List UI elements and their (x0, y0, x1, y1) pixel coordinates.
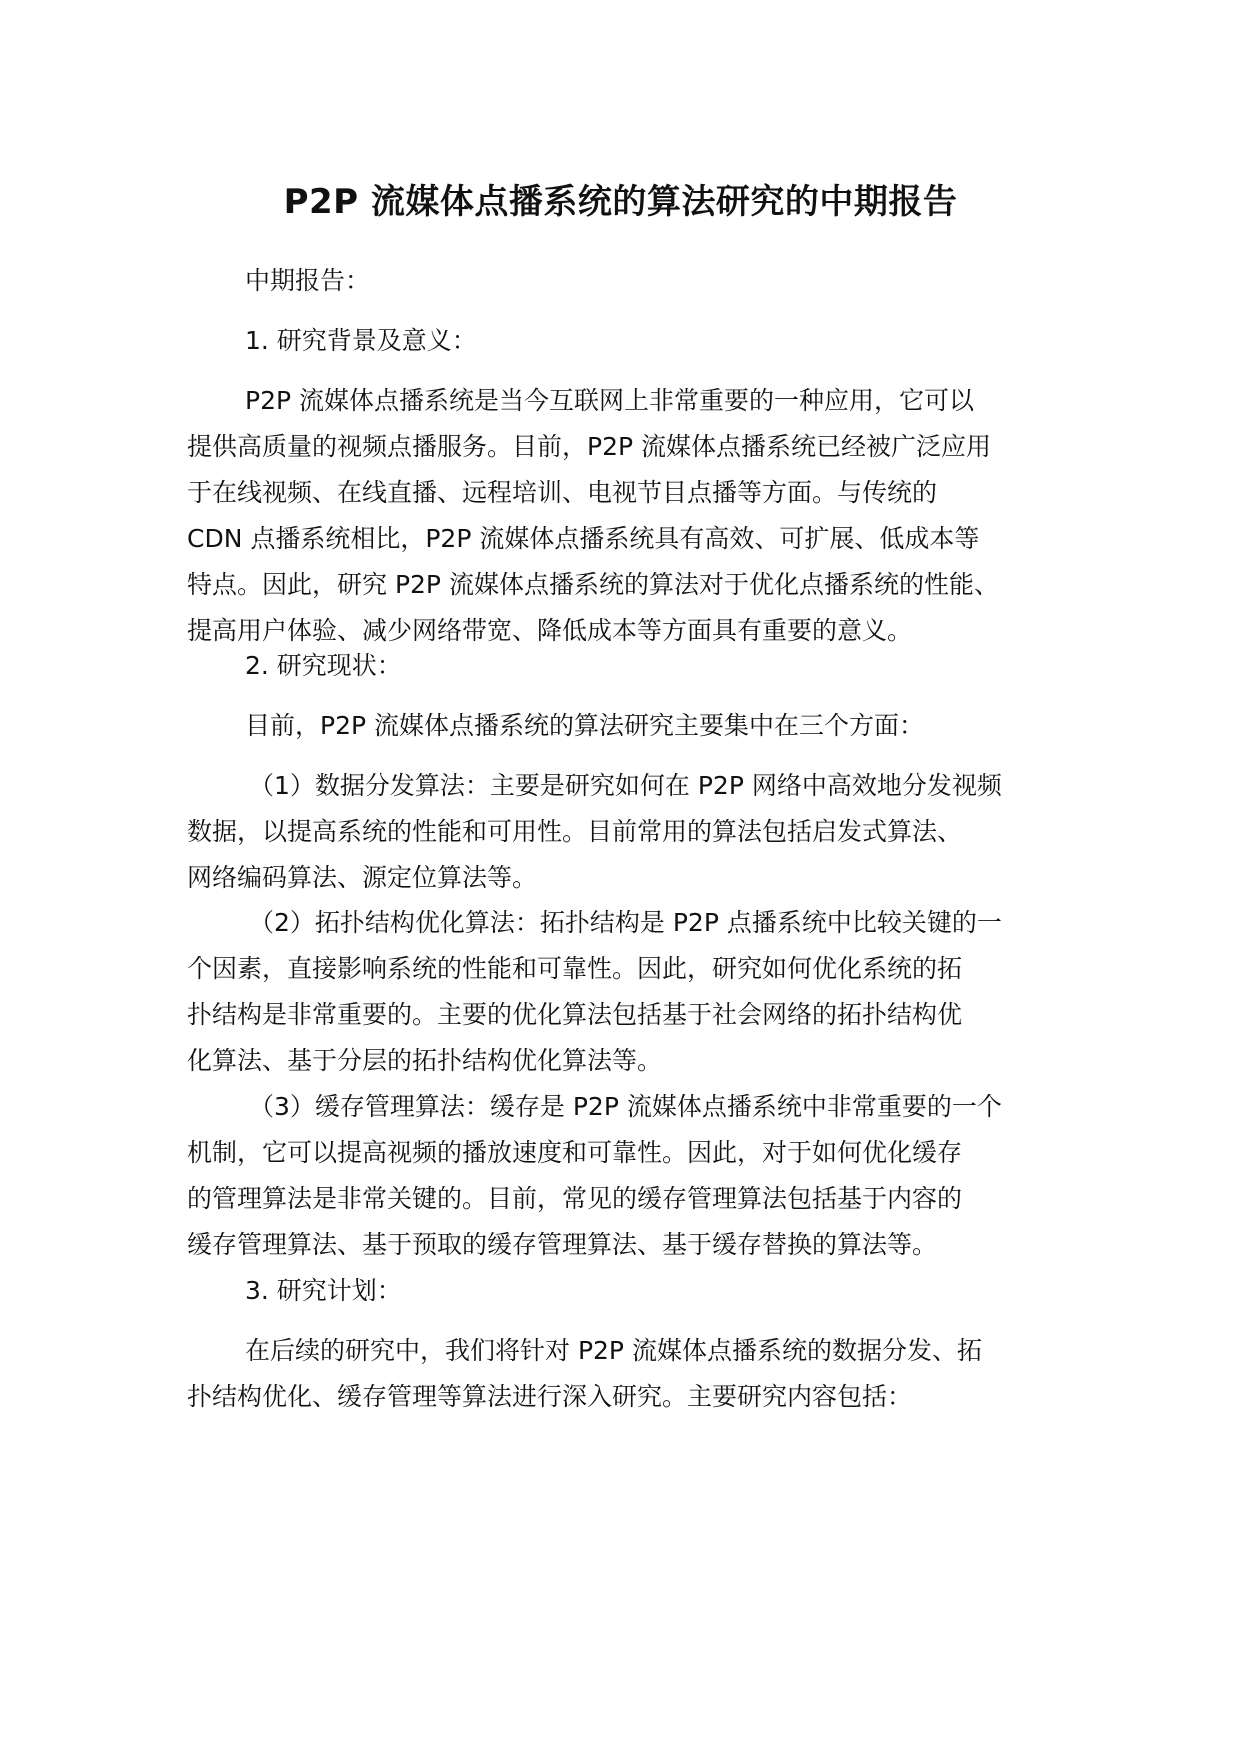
report-heading (187, 258, 1087, 304)
paragraph-line: 机制，它可以提高视频的播放速度和可靠性。因此，对于如何优化缓存 (187, 1138, 963, 1167)
paragraph-line: 缓存管理算法、基于预取的缓存管理算法、基于缓存替换的算法等。 (187, 1230, 938, 1259)
paragraph-line: 特点。因此，研究 P2P 流媒体点播系统的算法对于优化点播系统的性能、 (187, 570, 999, 599)
paragraph-line: 在后续的研究中，我们将针对 P2P 流媒体点播系统的数据分发、拓 (245, 1336, 982, 1365)
paragraph-line: 扑结构是非常重要的。主要的优化算法包括基于社会网络的拓扑结构优 (187, 1000, 963, 1029)
section2-heading-text: 2. 研究现状： (245, 651, 402, 680)
section2-item-1 (187, 763, 1087, 901)
paragraph-line: 的管理算法是非常关键的。目前，常见的缓存管理算法包括基于内容的 (187, 1184, 963, 1213)
paragraph-line: CDN 点播系统相比，P2P 流媒体点播系统具有高效、可扩展、低成本等 (187, 524, 980, 553)
paragraph-line: （3）缓存管理算法：缓存是 P2P 流媒体点播系统中非常重要的一个 (249, 1092, 1002, 1121)
section3-paragraph (187, 1328, 1087, 1420)
paragraph-line: P2P 流媒体点播系统是当今互联网上非常重要的一种应用，它可以 (245, 386, 975, 415)
section2-heading (187, 643, 1087, 689)
paragraph-line: 个因素，直接影响系统的性能和可靠性。因此，研究如何优化系统的拓 (187, 954, 963, 983)
section1-paragraph (187, 378, 1087, 654)
paragraph-line: 提供高质量的视频点播服务。目前，P2P 流媒体点播系统已经被广泛应用 (187, 432, 992, 461)
paragraph-line: 化算法、基于分层的拓扑结构优化算法等。 (187, 1046, 663, 1075)
paragraph-line: （1）数据分发算法：主要是研究如何在 P2P 网络中高效地分发视频 (249, 771, 1002, 800)
section3-heading-text: 3. 研究计划： (245, 1276, 402, 1305)
section1-heading (187, 318, 1087, 364)
section3-heading (187, 1268, 1087, 1314)
paragraph-line: 于在线视频、在线直播、远程培训、电视节目点播等方面。与传统的 (187, 478, 938, 507)
paragraph-line: 数据，以提高系统的性能和可用性。目前常用的算法包括启发式算法、 (187, 817, 963, 846)
paragraph-line: 提高用户体验、减少网络带宽、降低成本等方面具有重要的意义。 (187, 616, 913, 645)
section2-item-3 (187, 1084, 1087, 1268)
paragraph-line: （2）拓扑结构优化算法：拓扑结构是 P2P 点播系统中比较关键的一 (249, 908, 1002, 937)
section2-item-2 (187, 900, 1087, 1084)
document-title: P2P 流媒体点播系统的算法研究的中期报告 (283, 182, 958, 222)
section2-intro (187, 703, 1087, 749)
section1-heading-text: 1. 研究背景及意义： (245, 326, 477, 355)
paragraph-line: 网络编码算法、源定位算法等。 (187, 863, 538, 892)
report-heading-text: 中期报告： (245, 266, 371, 295)
paragraph-line: 扑结构优化、缓存管理等算法进行深入研究。主要研究内容包括： (187, 1382, 913, 1411)
paragraph-line: 目前，P2P 流媒体点播系统的算法研究主要集中在三个方面： (245, 711, 925, 740)
